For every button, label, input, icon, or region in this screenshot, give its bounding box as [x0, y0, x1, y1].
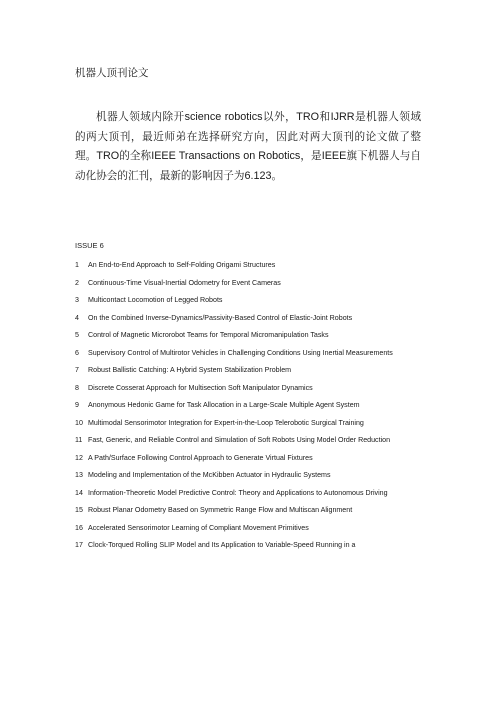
paper-list-item: [75, 418, 421, 428]
paper-list-item: [75, 278, 421, 288]
paper-title: Supervisory Control of Multirotor Vehicles in Challenging Conditions Using Inertial Measurements: [88, 348, 393, 357]
intro-ieee: IEEE: [321, 150, 347, 163]
intro-text-3: 是机器人领域的两大顶刊，最近师弟在选择研究方向，因此对两大顶刊的论文做了整理。: [75, 111, 422, 163]
paper-title: Clock-Torqued Rolling SLIP Model and Its Application to Variable-Speed Running in a: [88, 541, 356, 549]
paper-title: Continuous-Time Visual-Inertial Odometry for Event Cameras: [88, 278, 281, 287]
paper-number: 15: [75, 506, 83, 514]
paper-title: An End-to-End Approach to Self-Folding Origami Structures: [88, 261, 276, 269]
paper-title: Multicontact Locomotion of Legged Robots: [88, 296, 223, 304]
paper-list-item: [75, 295, 421, 305]
intro-text-2: 以外，: [262, 111, 297, 123]
paper-title: Fast, Generic, and Reliable Control and Simulation of Soft Robots Using Model Order Reduction: [88, 436, 391, 444]
paper-title: Information-Theoretic Model Predictive Control: Theory and Applications to Autonomous Driving: [88, 488, 388, 497]
paper-number: 3: [75, 296, 79, 304]
document-title: 机器人顶刊论文: [75, 67, 149, 79]
intro-tro: TRO: [296, 111, 320, 123]
paper-list-item: [75, 540, 421, 550]
paper-list-item: [75, 435, 421, 445]
intro-text-4: 的全称: [119, 150, 152, 163]
paper-number: 8: [75, 383, 79, 392]
paper-title: Robust Ballistic Catching: A Hybrid System Stabilization Problem: [88, 366, 292, 374]
paper-title: Modeling and Implementation of the McKibben Actuator in Hydraulic Systems: [88, 471, 331, 479]
paper-list-item: [75, 523, 421, 533]
paper-list-item: [75, 348, 421, 358]
paper-list-item: [75, 383, 421, 393]
intro-period: 。: [271, 170, 283, 183]
paper-title: Accelerated Sensorimotor Learning of Compliant Movement Primitives: [88, 523, 309, 532]
paper-list-item: [75, 505, 421, 515]
intro-text-5: ，是: [300, 150, 322, 163]
paper-number: 2: [75, 278, 79, 287]
paper-number: 14: [75, 488, 83, 497]
intro-text-1: 机器人领域内除开: [96, 111, 185, 123]
intro-text-6: 旗下机器人与自动化协会的汇刊，最新的影响因子为: [75, 150, 422, 183]
paper-number: 1: [75, 261, 79, 269]
intro-tro-2: TRO: [96, 150, 120, 163]
paper-number: 9: [75, 401, 79, 409]
paper-title: On the Combined Inverse-Dynamics/Passivity-Based Control of Elastic-Joint Robots: [88, 313, 353, 322]
paper-number: 10: [75, 418, 83, 427]
paper-number: 12: [75, 453, 83, 462]
paper-title: Multimodal Sensorimotor Integration for Expert-in-the-Loop Telerobotic Surgical Training: [88, 418, 364, 427]
paper-number: 11: [75, 436, 83, 444]
paper-number: 17: [75, 541, 83, 549]
paper-list-item: [75, 365, 421, 375]
paper-list-item: [75, 313, 421, 323]
intro-tro-full-name: IEEE Transactions on Robotics: [151, 150, 301, 163]
paper-list-item: [75, 470, 421, 480]
paper-list-item: [75, 330, 421, 340]
paper-number: 6: [75, 348, 79, 357]
paper-number: 13: [75, 471, 83, 479]
intro-paragraph: [75, 108, 421, 187]
paper-number: 5: [75, 331, 79, 339]
intro-impact-factor: 6.123: [244, 170, 272, 183]
intro-ijrr: IJRR: [330, 111, 355, 123]
paper-number: 4: [75, 313, 79, 322]
paper-list-item: [75, 453, 421, 463]
intro-science-robotics: science robotics: [184, 111, 263, 123]
paper-number: 7: [75, 366, 79, 374]
paper-list-item: [75, 488, 421, 498]
paper-list-item: [75, 260, 421, 270]
paper-number: 16: [75, 523, 83, 532]
paper-title: Discrete Cosserat Approach for Multisection Soft Manipulator Dynamics: [88, 383, 313, 392]
paper-title: Anonymous Hedonic Game for Task Allocation in a Large-Scale Multiple Agent System: [88, 401, 360, 409]
paper-title: Robust Planar Odometry Based on Symmetric Range Flow and Multiscan Alignment: [88, 506, 353, 514]
paper-title: A Path/Surface Following Control Approach to Generate Virtual Fixtures: [88, 453, 313, 462]
paper-list-item: [75, 400, 421, 410]
paper-title: Control of Magnetic Microrobot Teams for Temporal Micromanipulation Tasks: [88, 331, 329, 339]
paper-list: [75, 260, 421, 558]
intro-and: 和: [319, 111, 331, 123]
issue-label: ISSUE 6: [75, 241, 104, 250]
